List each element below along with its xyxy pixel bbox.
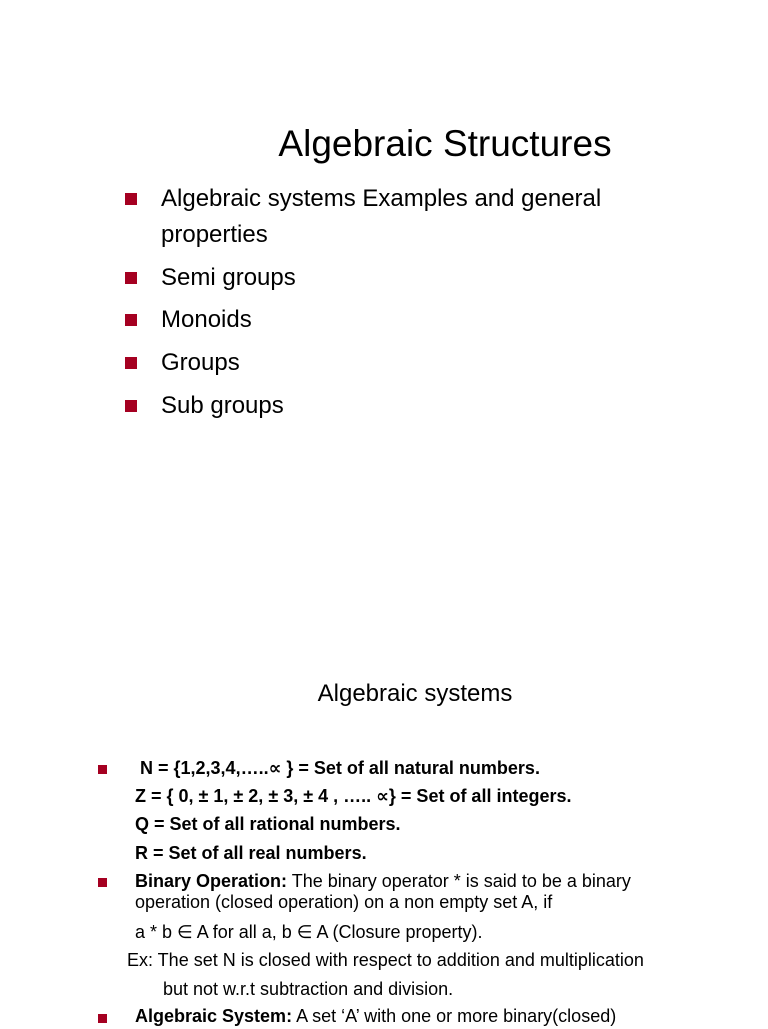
algebraic-system-definition <box>135 1003 616 1029</box>
example-text: Ex: The set N is closed with respect to addition and multiplication <box>127 950 644 970</box>
bullet-item-monoids: Monoids <box>161 306 252 333</box>
bullet-marker <box>98 1014 107 1023</box>
binary-operation-label: Binary Operation: <box>135 871 288 891</box>
bullet-marker <box>125 272 137 284</box>
slide-title: Algebraic systems <box>317 680 513 707</box>
slide-algebraic-systems <box>0 660 768 1024</box>
bullet-item-continuation: properties <box>161 221 268 248</box>
bullet-marker <box>125 193 137 205</box>
binary-operation-text: The binary operator * is said to be a binary <box>287 871 631 891</box>
algebraic-system-label: Algebraic System: <box>135 1006 293 1026</box>
bullet-marker <box>98 765 107 774</box>
bullet-item-groups: Groups <box>161 349 240 376</box>
bullet-item-sub-groups: Sub groups <box>161 392 284 419</box>
set-rationals: Q = Set of all rational numbers. <box>135 814 401 834</box>
bullet-marker <box>125 357 137 369</box>
algebraic-system-text: A set ‘A’ with one or more binary(closed) <box>292 1006 617 1026</box>
binary-operation-text-line2: operation (closed operation) on a non empty set A, if <box>135 892 553 912</box>
bullet-marker <box>98 878 107 887</box>
slide-title: Algebraic Structures <box>278 123 612 164</box>
set-reals: R = Set of all real numbers. <box>135 843 367 863</box>
set-integers: Z = { 0, ± 1, ± 2, ± 3, ± 4 , ….. ∝} = Set of all integers. <box>135 786 572 806</box>
bullet-item-algebraic-systems: Algebraic systems Examples and general <box>161 185 602 212</box>
example-text-line2: but not w.r.t subtraction and division. <box>163 979 454 999</box>
closure-property: a * b ∈ A for all a, b ∈ A (Closure property). <box>135 922 483 942</box>
bullet-marker <box>125 400 137 412</box>
bullet-marker <box>125 314 137 326</box>
set-natural-numbers: N = {1,2,3,4,…..∝ } = Set of all natural numbers. <box>140 758 540 778</box>
bullet-item-semi-groups: Semi groups <box>161 264 296 291</box>
